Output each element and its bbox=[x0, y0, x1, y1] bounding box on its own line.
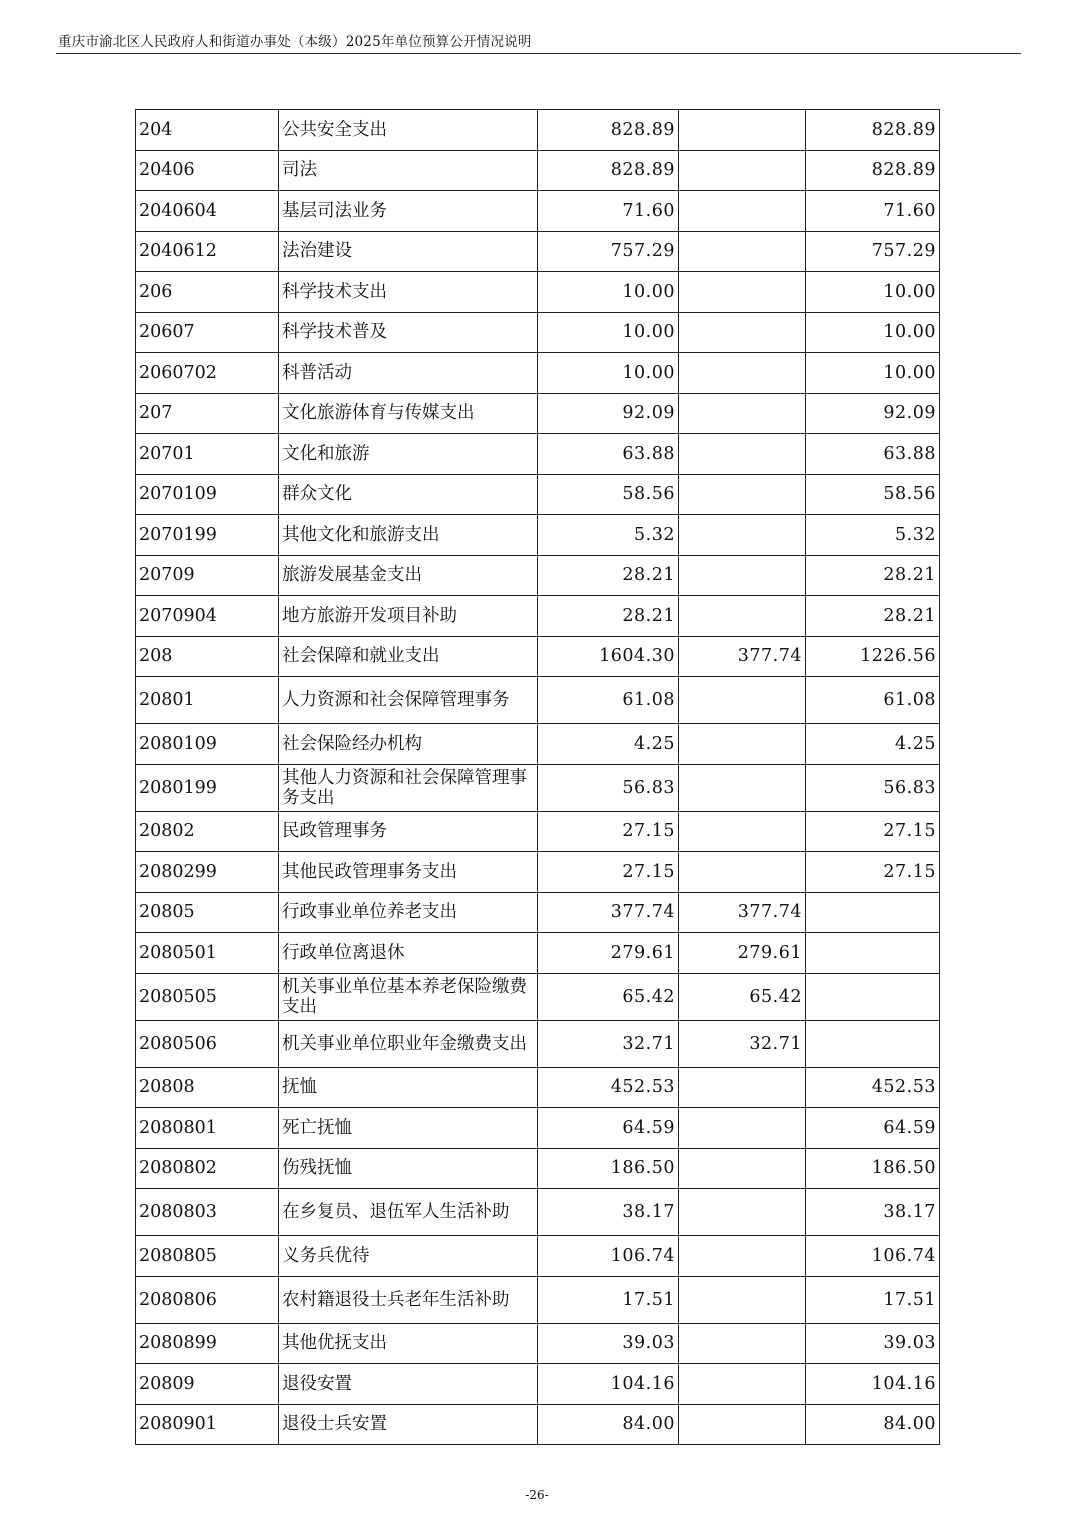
cell-function-code: 20709 bbox=[136, 555, 279, 596]
table-row bbox=[136, 811, 940, 852]
cell-project-expenditure: 10.00 bbox=[806, 272, 940, 313]
cell-basic-expenditure bbox=[679, 811, 806, 852]
cell-project-expenditure: 28.21 bbox=[806, 596, 940, 637]
cell-function-name: 科普活动 bbox=[279, 353, 538, 394]
cell-total: 104.16 bbox=[538, 1364, 679, 1405]
cell-total: 1604.30 bbox=[538, 636, 679, 677]
cell-basic-expenditure bbox=[679, 1276, 806, 1323]
cell-function-code: 2080803 bbox=[136, 1189, 279, 1236]
cell-total: 186.50 bbox=[538, 1148, 679, 1189]
cell-basic-expenditure bbox=[679, 1404, 806, 1445]
table-row bbox=[136, 474, 940, 515]
table-row bbox=[136, 191, 940, 232]
cell-total: 10.00 bbox=[538, 312, 679, 353]
cell-function-code: 2080109 bbox=[136, 724, 279, 765]
cell-function-code: 204 bbox=[136, 110, 279, 151]
cell-project-expenditure: 27.15 bbox=[806, 811, 940, 852]
table-row bbox=[136, 1020, 940, 1067]
cell-total: 84.00 bbox=[538, 1404, 679, 1445]
cell-total: 58.56 bbox=[538, 474, 679, 515]
cell-function-code: 208 bbox=[136, 636, 279, 677]
cell-basic-expenditure bbox=[679, 596, 806, 637]
cell-project-expenditure: 757.29 bbox=[806, 231, 940, 272]
cell-total: 17.51 bbox=[538, 1276, 679, 1323]
cell-basic-expenditure bbox=[679, 312, 806, 353]
table-row bbox=[136, 677, 940, 724]
cell-project-expenditure: 71.60 bbox=[806, 191, 940, 232]
cell-basic-expenditure: 279.61 bbox=[679, 933, 806, 974]
cell-function-code: 2070904 bbox=[136, 596, 279, 637]
cell-total: 452.53 bbox=[538, 1067, 679, 1108]
cell-function-code: 2080805 bbox=[136, 1236, 279, 1277]
cell-project-expenditure: 63.88 bbox=[806, 434, 940, 475]
cell-project-expenditure bbox=[806, 933, 940, 974]
cell-function-name: 伤残抚恤 bbox=[279, 1148, 538, 1189]
cell-total: 106.74 bbox=[538, 1236, 679, 1277]
cell-basic-expenditure bbox=[679, 852, 806, 893]
cell-function-code: 2080199 bbox=[136, 764, 279, 811]
table-row bbox=[136, 852, 940, 893]
cell-total: 71.60 bbox=[538, 191, 679, 232]
cell-basic-expenditure bbox=[679, 1236, 806, 1277]
cell-function-code: 20607 bbox=[136, 312, 279, 353]
table-row bbox=[136, 892, 940, 933]
cell-basic-expenditure: 65.42 bbox=[679, 973, 806, 1020]
cell-function-name: 群众文化 bbox=[279, 474, 538, 515]
cell-project-expenditure: 28.21 bbox=[806, 555, 940, 596]
cell-basic-expenditure bbox=[679, 272, 806, 313]
cell-basic-expenditure bbox=[679, 191, 806, 232]
cell-project-expenditure bbox=[806, 892, 940, 933]
cell-total: 39.03 bbox=[538, 1323, 679, 1364]
cell-project-expenditure: 828.89 bbox=[806, 150, 940, 191]
table-row bbox=[136, 515, 940, 556]
cell-total: 65.42 bbox=[538, 973, 679, 1020]
cell-function-code: 2070199 bbox=[136, 515, 279, 556]
cell-function-code: 2040604 bbox=[136, 191, 279, 232]
cell-project-expenditure bbox=[806, 1020, 940, 1067]
cell-basic-expenditure bbox=[679, 231, 806, 272]
cell-function-code: 2080801 bbox=[136, 1108, 279, 1149]
budget-table bbox=[135, 109, 940, 1445]
cell-total: 27.15 bbox=[538, 852, 679, 893]
cell-function-code: 20802 bbox=[136, 811, 279, 852]
cell-function-name: 其他人力资源和社会保障管理事务支出 bbox=[279, 764, 538, 811]
document-header-title: 重庆市渝北区人民政府人和街道办事处（本级）2025年单位预算公开情况说明 bbox=[58, 34, 532, 50]
table-row bbox=[136, 312, 940, 353]
cell-function-name: 民政管理事务 bbox=[279, 811, 538, 852]
cell-function-name: 机关事业单位职业年金缴费支出 bbox=[279, 1020, 538, 1067]
cell-total: 279.61 bbox=[538, 933, 679, 974]
table-row bbox=[136, 764, 940, 811]
cell-function-code: 2060702 bbox=[136, 353, 279, 394]
cell-total: 28.21 bbox=[538, 596, 679, 637]
cell-basic-expenditure bbox=[679, 724, 806, 765]
cell-function-name: 科学技术支出 bbox=[279, 272, 538, 313]
cell-function-name: 旅游发展基金支出 bbox=[279, 555, 538, 596]
cell-project-expenditure: 38.17 bbox=[806, 1189, 940, 1236]
cell-function-name: 其他民政管理事务支出 bbox=[279, 852, 538, 893]
cell-total: 61.08 bbox=[538, 677, 679, 724]
cell-function-name: 司法 bbox=[279, 150, 538, 191]
cell-basic-expenditure bbox=[679, 1189, 806, 1236]
table-row bbox=[136, 353, 940, 394]
cell-total: 5.32 bbox=[538, 515, 679, 556]
cell-basic-expenditure bbox=[679, 393, 806, 434]
cell-function-code: 207 bbox=[136, 393, 279, 434]
cell-project-expenditure: 61.08 bbox=[806, 677, 940, 724]
cell-function-code: 206 bbox=[136, 272, 279, 313]
cell-function-name: 公共安全支出 bbox=[279, 110, 538, 151]
cell-function-name: 人力资源和社会保障管理事务 bbox=[279, 677, 538, 724]
cell-total: 64.59 bbox=[538, 1108, 679, 1149]
table-row bbox=[136, 393, 940, 434]
cell-function-name: 在乡复员、退伍军人生活补助 bbox=[279, 1189, 538, 1236]
cell-function-name: 其他优抚支出 bbox=[279, 1323, 538, 1364]
table-row bbox=[136, 1404, 940, 1445]
table-row bbox=[136, 1189, 940, 1236]
cell-basic-expenditure: 377.74 bbox=[679, 892, 806, 933]
cell-basic-expenditure: 377.74 bbox=[679, 636, 806, 677]
cell-total: 757.29 bbox=[538, 231, 679, 272]
cell-function-name: 农村籍退役士兵老年生活补助 bbox=[279, 1276, 538, 1323]
cell-project-expenditure: 27.15 bbox=[806, 852, 940, 893]
table-row bbox=[136, 1276, 940, 1323]
cell-project-expenditure: 106.74 bbox=[806, 1236, 940, 1277]
cell-total: 56.83 bbox=[538, 764, 679, 811]
cell-basic-expenditure bbox=[679, 434, 806, 475]
cell-total: 4.25 bbox=[538, 724, 679, 765]
cell-total: 10.00 bbox=[538, 272, 679, 313]
cell-basic-expenditure bbox=[679, 1108, 806, 1149]
cell-function-code: 2080806 bbox=[136, 1276, 279, 1323]
cell-project-expenditure: 5.32 bbox=[806, 515, 940, 556]
cell-function-code: 20809 bbox=[136, 1364, 279, 1405]
cell-function-code: 20406 bbox=[136, 150, 279, 191]
cell-total: 32.71 bbox=[538, 1020, 679, 1067]
cell-total: 10.00 bbox=[538, 353, 679, 394]
table-row bbox=[136, 724, 940, 765]
cell-basic-expenditure bbox=[679, 1148, 806, 1189]
cell-project-expenditure bbox=[806, 973, 940, 1020]
cell-function-code: 2080501 bbox=[136, 933, 279, 974]
table-row bbox=[136, 1323, 940, 1364]
cell-basic-expenditure bbox=[679, 474, 806, 515]
cell-function-name: 行政单位离退休 bbox=[279, 933, 538, 974]
table-row bbox=[136, 434, 940, 475]
cell-function-name: 死亡抚恤 bbox=[279, 1108, 538, 1149]
cell-function-code: 2080505 bbox=[136, 973, 279, 1020]
cell-function-name: 社会保险经办机构 bbox=[279, 724, 538, 765]
cell-basic-expenditure bbox=[679, 1067, 806, 1108]
table-row bbox=[136, 1364, 940, 1405]
table-row bbox=[136, 272, 940, 313]
cell-basic-expenditure bbox=[679, 515, 806, 556]
cell-function-name: 文化和旅游 bbox=[279, 434, 538, 475]
table-row bbox=[136, 1236, 940, 1277]
cell-function-code: 2040612 bbox=[136, 231, 279, 272]
cell-project-expenditure: 10.00 bbox=[806, 312, 940, 353]
cell-function-name: 行政事业单位养老支出 bbox=[279, 892, 538, 933]
cell-basic-expenditure: 32.71 bbox=[679, 1020, 806, 1067]
cell-basic-expenditure bbox=[679, 110, 806, 151]
cell-project-expenditure: 828.89 bbox=[806, 110, 940, 151]
cell-function-name: 文化旅游体育与传媒支出 bbox=[279, 393, 538, 434]
cell-function-code: 20701 bbox=[136, 434, 279, 475]
table-row bbox=[136, 1067, 940, 1108]
cell-function-name: 基层司法业务 bbox=[279, 191, 538, 232]
table-row bbox=[136, 110, 940, 151]
cell-project-expenditure: 84.00 bbox=[806, 1404, 940, 1445]
cell-project-expenditure: 10.00 bbox=[806, 353, 940, 394]
cell-project-expenditure: 56.83 bbox=[806, 764, 940, 811]
cell-function-name: 抚恤 bbox=[279, 1067, 538, 1108]
cell-function-code: 2070109 bbox=[136, 474, 279, 515]
cell-total: 63.88 bbox=[538, 434, 679, 475]
cell-function-name: 法治建设 bbox=[279, 231, 538, 272]
cell-project-expenditure: 452.53 bbox=[806, 1067, 940, 1108]
cell-project-expenditure: 1226.56 bbox=[806, 636, 940, 677]
cell-project-expenditure: 58.56 bbox=[806, 474, 940, 515]
cell-function-code: 2080901 bbox=[136, 1404, 279, 1445]
cell-basic-expenditure bbox=[679, 555, 806, 596]
cell-function-code: 20805 bbox=[136, 892, 279, 933]
cell-function-code: 2080299 bbox=[136, 852, 279, 893]
cell-project-expenditure: 17.51 bbox=[806, 1276, 940, 1323]
table-row bbox=[136, 933, 940, 974]
cell-basic-expenditure bbox=[679, 150, 806, 191]
cell-function-code: 2080899 bbox=[136, 1323, 279, 1364]
table-row bbox=[136, 973, 940, 1020]
cell-function-code: 2080506 bbox=[136, 1020, 279, 1067]
header-divider bbox=[56, 53, 1021, 54]
budget-table-body bbox=[136, 110, 940, 1445]
cell-function-name: 机关事业单位基本养老保险缴费支出 bbox=[279, 973, 538, 1020]
cell-total: 27.15 bbox=[538, 811, 679, 852]
cell-basic-expenditure bbox=[679, 1323, 806, 1364]
cell-function-name: 科学技术普及 bbox=[279, 312, 538, 353]
cell-function-code: 20801 bbox=[136, 677, 279, 724]
cell-function-code: 2080802 bbox=[136, 1148, 279, 1189]
cell-project-expenditure: 92.09 bbox=[806, 393, 940, 434]
table-row bbox=[136, 1108, 940, 1149]
cell-total: 28.21 bbox=[538, 555, 679, 596]
cell-total: 828.89 bbox=[538, 110, 679, 151]
cell-project-expenditure: 104.16 bbox=[806, 1364, 940, 1405]
cell-function-name: 退役士兵安置 bbox=[279, 1404, 538, 1445]
cell-total: 38.17 bbox=[538, 1189, 679, 1236]
cell-project-expenditure: 39.03 bbox=[806, 1323, 940, 1364]
cell-function-name: 地方旅游开发项目补助 bbox=[279, 596, 538, 637]
cell-function-name: 其他文化和旅游支出 bbox=[279, 515, 538, 556]
cell-total: 828.89 bbox=[538, 150, 679, 191]
cell-project-expenditure: 186.50 bbox=[806, 1148, 940, 1189]
cell-project-expenditure: 4.25 bbox=[806, 724, 940, 765]
cell-basic-expenditure bbox=[679, 677, 806, 724]
cell-function-name: 社会保障和就业支出 bbox=[279, 636, 538, 677]
cell-function-code: 20808 bbox=[136, 1067, 279, 1108]
table-row bbox=[136, 596, 940, 637]
cell-basic-expenditure bbox=[679, 764, 806, 811]
page-number: -26- bbox=[525, 1488, 549, 1502]
table-row bbox=[136, 555, 940, 596]
cell-project-expenditure: 64.59 bbox=[806, 1108, 940, 1149]
table-row bbox=[136, 636, 940, 677]
table-row bbox=[136, 231, 940, 272]
cell-function-name: 义务兵优待 bbox=[279, 1236, 538, 1277]
cell-basic-expenditure bbox=[679, 353, 806, 394]
cell-total: 92.09 bbox=[538, 393, 679, 434]
cell-function-name: 退役安置 bbox=[279, 1364, 538, 1405]
cell-basic-expenditure bbox=[679, 1364, 806, 1405]
table-row bbox=[136, 150, 940, 191]
table-row bbox=[136, 1148, 940, 1189]
cell-total: 377.74 bbox=[538, 892, 679, 933]
